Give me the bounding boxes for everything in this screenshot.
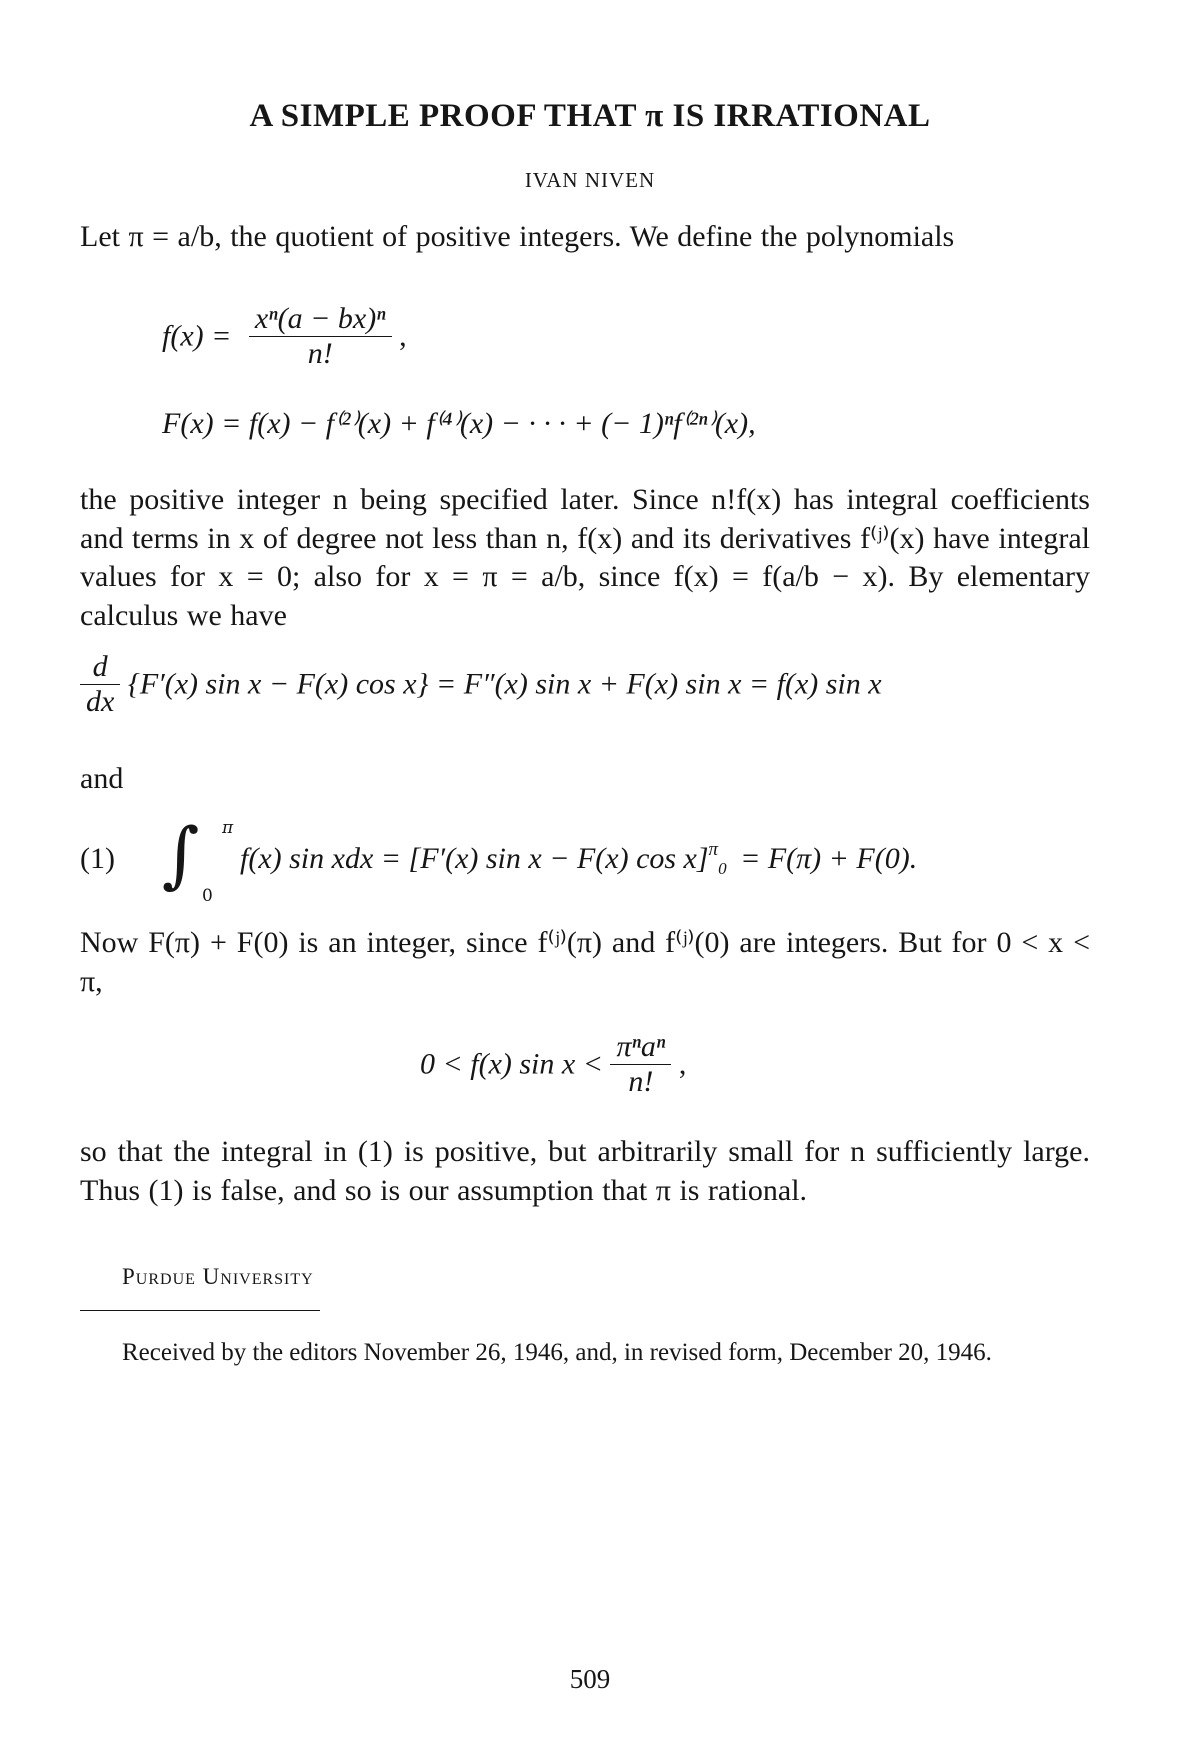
equation-derivative	[80, 650, 882, 719]
equation-1-label: (1)	[80, 842, 115, 875]
derivative-operator	[80, 650, 120, 719]
f-def-numerator: xⁿ(a − bx)ⁿ	[254, 302, 386, 335]
f-def-fraction	[249, 302, 392, 371]
paragraph-intro: Let π = a/b, the quotient of positive integers. We define the polynomials	[80, 220, 955, 253]
f-def-lhs: f(x) =	[162, 319, 232, 353]
inequality-denominator: n!	[610, 1064, 671, 1099]
paragraph-integer: Now F(π) + F(0) is an integer, since f⁽ʲ⁾(π) and f⁽ʲ⁾(0) are integers. But for 0 < x < π,	[80, 926, 1090, 998]
inequality-numerator: πⁿaⁿ	[616, 1030, 666, 1063]
equation-f-definition	[162, 302, 407, 371]
equation-inequality	[420, 1030, 686, 1099]
derivative-numerator: d	[92, 650, 108, 683]
f-def-denominator: n!	[249, 336, 392, 371]
paper-title: A SIMPLE PROOF THAT π IS IRRATIONAL	[249, 98, 931, 134]
derivative-denominator: dx	[80, 684, 120, 719]
f-def-comma: ,	[399, 319, 407, 353]
equation-1-body	[240, 839, 918, 878]
bracket-lower: 0	[718, 859, 727, 878]
paragraph-properties: the positive integer n being specified later. Since n!f(x) has integral coefficients and terms in x of degree not less than n, f(x) and its derivatives f⁽ʲ⁾(x) have integral values for x = 0; also for x = π = a/b, since f(x) = f(a/b − x). By elementary calculus we have	[80, 483, 1090, 632]
inequality-comma: ,	[678, 1047, 687, 1081]
footnote-rule	[80, 1310, 320, 1311]
paragraph-conclusion: so that the integral in (1) is positive, but arbitrarily small for n sufficiently large. Thus (1) is false, and so is our assumption that π is rational.	[80, 1135, 1090, 1207]
integral-lower-limit: 0	[202, 886, 213, 906]
integral-upper-limit: π	[222, 818, 234, 838]
equation-F-definition: F(x) = f(x) − f⁽²⁾(x) + f⁽⁴⁾(x) − · · · + (− 1)ⁿf⁽²ⁿ⁾(x),	[162, 407, 756, 440]
derivative-body: {F′(x) sin x − F(x) cos x} = F″(x) sin x + F(x) sin x = f(x) sin x	[127, 667, 882, 701]
equation-1-result: = F(π) + F(0).	[740, 842, 918, 875]
bracket-upper: π	[708, 839, 719, 860]
affiliation: Purdue University	[122, 1264, 314, 1289]
page-number: 509	[569, 1664, 611, 1694]
author-name: IVAN NIVEN	[524, 168, 656, 192]
inequality-lhs: 0 < f(x) sin x <	[420, 1047, 603, 1081]
integral-sign: ∫	[162, 812, 200, 896]
equation-1-integrand: f(x) sin xdx = [F′(x) sin x − F(x) cos x]	[240, 842, 709, 875]
footnote: Received by the editors November 26, 1946, and, in revised form, December 20, 1946.	[122, 1339, 992, 1366]
inequality-fraction	[610, 1030, 671, 1099]
word-and: and	[80, 762, 124, 795]
